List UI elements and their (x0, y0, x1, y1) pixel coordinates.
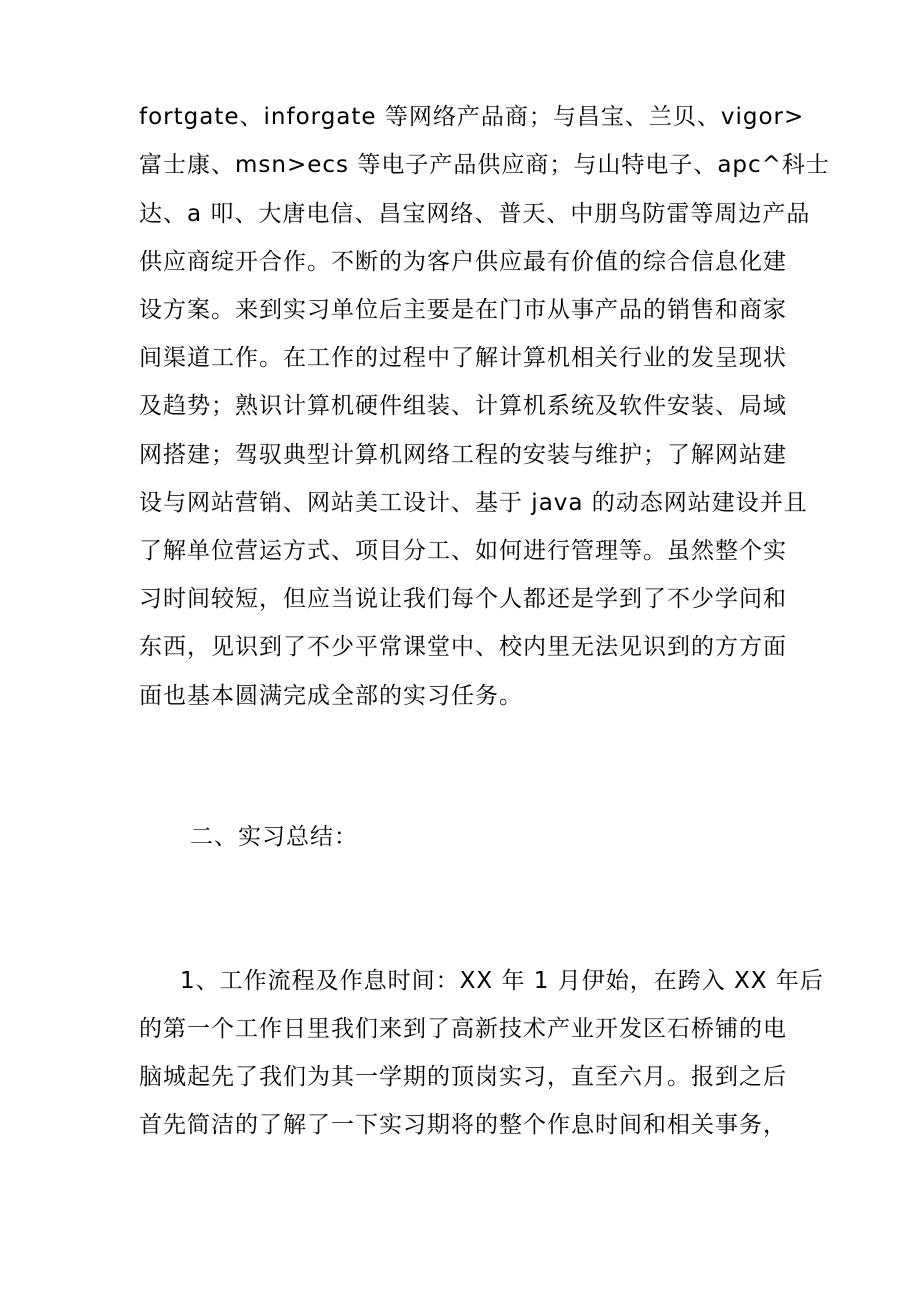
paragraph-line: 设方案。来到实习单位后主要是在门市从事产品的销售和商家 (139, 297, 787, 323)
paragraph-line: 脑城起先了我们为其一学期的顶岗实习，直至六月。报到之后 (139, 1064, 787, 1090)
paragraph-line: 达、a 叩、大唐电信、昌宝网络、普天、中朋鸟防雷等周边产品 (139, 201, 811, 227)
paragraph-line: fortgate、inforgate 等网络产品商；与昌宝、兰贝、vigor> (139, 104, 805, 130)
paragraph-line: 设与网站营销、网站美工设计、基于 java 的动态网站建设并且 (139, 490, 808, 516)
paragraph-line: 的第一个工作日里我们来到了高新技术产业开发区石桥铺的电 (139, 1016, 787, 1042)
paragraph-line: 面也基本圆满完成全部的实习任务。 (139, 683, 523, 709)
paragraph-line: 间渠道工作。在工作的过程中了解计算机相关行业的发呈现状 (139, 345, 787, 371)
paragraph-line: 富士康、msn>ecs 等电子产品供应商；与山特电子、apc^科士 (139, 152, 830, 178)
paragraph-line: 东西，见识到了不少平常课堂中、校内里无法见识到的方方面 (139, 634, 787, 660)
paragraph-line: 网搭建；驾驭典型计算机网络工程的安装与维护；了解网站建 (139, 442, 787, 468)
paragraph-line: 首先简洁的了解了一下实习期将的整个作息时间和相关事务， (139, 1112, 787, 1138)
paragraph-line: 习时间较短，但应当说让我们每个人都还是学到了不少学问和 (139, 586, 787, 612)
paragraph-line: 及趋势；熟识计算机硬件组装、计算机系统及软件安装、局域 (139, 393, 787, 419)
paragraph-line: 1、工作流程及作息时间：XX 年 1 月伊始，在跨入 XX 年后 (180, 968, 824, 994)
paragraph-line: 了解单位营运方式、项目分工、如何进行管理等。虽然整个实 (139, 538, 787, 564)
section-heading: 二、实习总结： (190, 824, 358, 850)
paragraph-line: 供应商绽开合作。不断的为客户供应最有价值的综合信息化建 (139, 249, 787, 275)
